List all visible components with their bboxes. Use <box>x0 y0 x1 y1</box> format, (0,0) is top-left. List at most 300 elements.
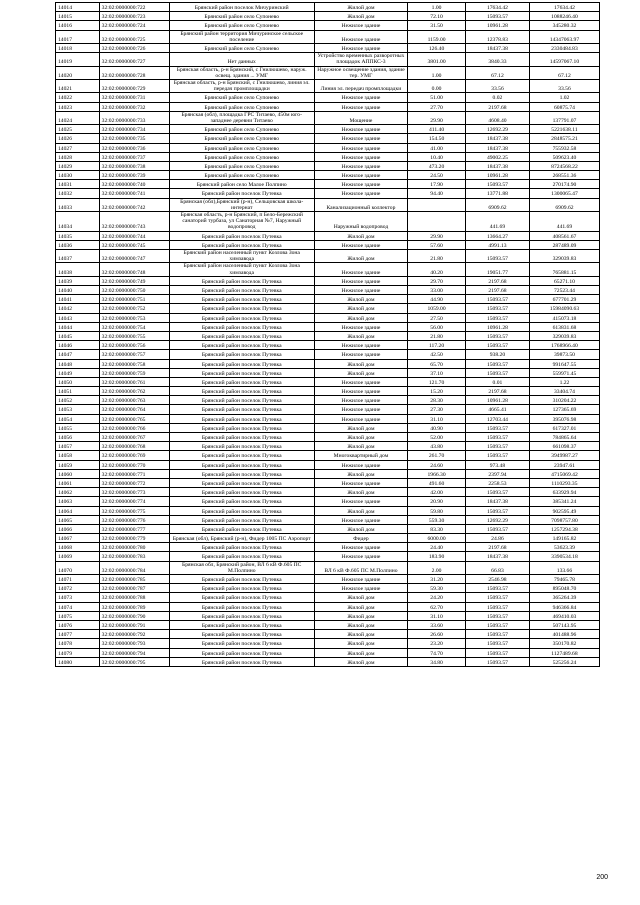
table-row <box>56 630 600 639</box>
cell-row-number: 14023 <box>56 102 100 111</box>
table-row <box>56 469 600 478</box>
cell-unit-value: 12692.29 <box>465 515 529 524</box>
cell-object-type: Жилой дом <box>314 602 407 611</box>
cell-row-number: 14029 <box>56 161 100 170</box>
table-row <box>56 396 600 405</box>
cell-cadastral-value: 661098.37 <box>529 442 599 451</box>
cell-object-type: Нежилое здание <box>314 263 407 276</box>
cell-cadastral-number: 32:02:0000000:754 <box>99 322 169 331</box>
cell-object-type: Жилой дом <box>314 368 407 377</box>
registry-table-body <box>56 3 600 667</box>
cell-address: Брянский район поселок Путевка <box>169 313 314 322</box>
cell-area: 27.30 <box>408 405 466 414</box>
cell-unit-value: 15093.57 <box>465 12 529 21</box>
cell-object-type: Нежилое здание <box>314 171 407 180</box>
cell-unit-value: 49002.25 <box>465 152 529 161</box>
cell-unit-value: 15093.57 <box>465 331 529 340</box>
table-row <box>56 451 600 460</box>
cell-unit-value: 6909.62 <box>465 198 529 211</box>
cell-cadastral-number: 32:02:0000000:740 <box>99 180 169 189</box>
cell-unit-value: 2258.53 <box>465 478 529 487</box>
table-row <box>56 102 600 111</box>
cell-row-number: 14041 <box>56 295 100 304</box>
cell-object-type: Нежилое здание <box>314 405 407 414</box>
table-row <box>56 478 600 487</box>
cell-area: 3801.00 <box>408 53 466 66</box>
cell-cadastral-value: 365264.39 <box>529 593 599 602</box>
cell-address: Брянская область, р-н Брянский, с Гнилюшево, линия эл. передач промплощадки <box>169 79 314 92</box>
cell-object-type: Жилой дом <box>314 621 407 630</box>
cell-object-type: Наружный водопровод <box>314 212 407 232</box>
cell-address: Брянский район поселок Путевка <box>169 657 314 666</box>
cell-area: 1.00 <box>408 3 466 12</box>
cell-row-number: 14032 <box>56 189 100 198</box>
cell-cadastral-number: 32:02:0000000:780 <box>99 543 169 552</box>
cell-object-type: Жилой дом <box>314 433 407 442</box>
cell-unit-value: 15093.57 <box>465 488 529 497</box>
cell-cadastral-number: 32:02:0000000:756 <box>99 341 169 350</box>
table-row <box>56 377 600 386</box>
cell-row-number: 14038 <box>56 263 100 276</box>
cell-object-type: Нежилое здание <box>314 125 407 134</box>
cell-object-type: Жилой дом <box>314 657 407 666</box>
cell-cadastral-number: 32:02:0000000:726 <box>99 43 169 52</box>
cell-cadastral-number: 32:02:0000000:793 <box>99 639 169 648</box>
cell-object-type: Нежилое здание <box>314 134 407 143</box>
cell-address: Брянский район поселок Путевка <box>169 552 314 561</box>
cell-area: 411.40 <box>408 125 466 134</box>
cell-object-type: Нежилое здание <box>314 350 407 359</box>
cell-area: 65.70 <box>408 359 466 368</box>
cell-cadastral-number: 32:02:0000000:751 <box>99 295 169 304</box>
cell-unit-value: 15093.57 <box>465 584 529 593</box>
table-row <box>56 515 600 524</box>
cell-area: 94.40 <box>408 189 466 198</box>
cell-area: 473.20 <box>408 161 466 170</box>
cell-row-number: 14079 <box>56 648 100 657</box>
cell-area: 126.40 <box>408 43 466 52</box>
cell-cadastral-number: 32:02:0000000:783 <box>99 552 169 561</box>
cell-area: 31.20 <box>408 575 466 584</box>
cell-address: Брянский район село Супонево <box>169 171 314 180</box>
cell-cadastral-value: 946366.84 <box>529 602 599 611</box>
cell-row-number: 14028 <box>56 152 100 161</box>
cell-address: Брянский район село Супонево <box>169 12 314 21</box>
cell-address: Брянский район село Супонево <box>169 102 314 111</box>
cell-cadastral-number: 32:02:0000000:753 <box>99 313 169 322</box>
table-row <box>56 43 600 52</box>
table-row <box>56 93 600 102</box>
cell-object-type: Жилой дом <box>314 469 407 478</box>
cell-object-type: ВЛ 6 кВ Ф.605 ПС М.Полпино <box>314 561 407 574</box>
cell-row-number: 14027 <box>56 143 100 152</box>
cell-address: Брянский район поселок Путевка <box>169 359 314 368</box>
cell-unit-value: 19051.77 <box>465 263 529 276</box>
cell-row-number: 14076 <box>56 621 100 630</box>
cell-object-type: Нежилое здание <box>314 276 407 285</box>
cell-unit-value: 15093.57 <box>465 359 529 368</box>
cell-cadastral-value: 53623.39 <box>529 543 599 552</box>
cell-cadastral-number: 32:02:0000000:767 <box>99 433 169 442</box>
cell-cadastral-value: 329039.83 <box>529 331 599 340</box>
cell-address: Брянский район поселок Путевка <box>169 648 314 657</box>
cell-row-number: 14031 <box>56 180 100 189</box>
table-row <box>56 286 600 295</box>
cell-cadastral-number: 32:02:0000000:791 <box>99 621 169 630</box>
cell-area: 2.00 <box>408 561 466 574</box>
cell-area: 27.70 <box>408 102 466 111</box>
cell-unit-value: 13664.27 <box>465 231 529 240</box>
cell-unit-value: 15093.57 <box>465 304 529 313</box>
table-row <box>56 657 600 666</box>
cell-object-type: Нежилое здание <box>314 43 407 52</box>
table-row <box>56 639 600 648</box>
table-row <box>56 405 600 414</box>
cell-unit-value: 15093.57 <box>465 602 529 611</box>
cell-object-type: Жилой дом <box>314 506 407 515</box>
cell-cadastral-number: 32:02:0000000:758 <box>99 359 169 368</box>
cell-row-number: 14016 <box>56 21 100 30</box>
cell-cadastral-number: 32:02:0000000:727 <box>99 53 169 66</box>
table-row <box>56 180 600 189</box>
cell-object-type: Жилой дом <box>314 524 407 533</box>
cell-cadastral-value: 902595.49 <box>529 506 599 515</box>
cell-cadastral-number: 32:02:0000000:779 <box>99 534 169 543</box>
cell-unit-value: 15093.57 <box>465 180 529 189</box>
cell-unit-value: 2197.68 <box>465 102 529 111</box>
cell-unit-value: 15093.57 <box>465 442 529 451</box>
table-row <box>56 134 600 143</box>
table-row <box>56 21 600 30</box>
cell-object-type: Нежилое здание <box>314 584 407 593</box>
cell-address: Брянский район поселок Путевка <box>169 506 314 515</box>
cell-object-type: Нежилое здание <box>314 161 407 170</box>
table-row <box>56 460 600 469</box>
cell-cadastral-value: 401488.96 <box>529 630 599 639</box>
cell-row-number: 14050 <box>56 377 100 386</box>
cell-area: 26.60 <box>408 630 466 639</box>
cell-area: 20.90 <box>408 497 466 506</box>
cell-cadastral-value: 5221638.11 <box>529 125 599 134</box>
cell-row-number: 14026 <box>56 134 100 143</box>
cell-cadastral-value: 33.56 <box>529 79 599 92</box>
cell-address: Брянский район поселок Путевка <box>169 442 314 451</box>
cell-cadastral-number: 32:02:0000000:770 <box>99 460 169 469</box>
cell-cadastral-value: 1300065.47 <box>529 189 599 198</box>
cell-cadastral-value: 133.66 <box>529 561 599 574</box>
cell-area: 1966.30 <box>408 469 466 478</box>
cell-unit-value: 3840.33 <box>465 53 529 66</box>
table-row <box>56 552 600 561</box>
cell-area: 24.20 <box>408 593 466 602</box>
cell-unit-value: 2546.98 <box>465 575 529 584</box>
cell-cadastral-value: 23947.61 <box>529 460 599 469</box>
cell-area: 59.30 <box>408 584 466 593</box>
cell-address: Брянский район поселок Путевка <box>169 478 314 487</box>
cell-row-number: 14024 <box>56 111 100 124</box>
cell-address: Брянский район поселок Мичуринский <box>169 3 314 12</box>
cell-row-number: 14051 <box>56 387 100 396</box>
cell-unit-value: 15093.57 <box>465 506 529 515</box>
cell-area: 34.80 <box>408 657 466 666</box>
cell-object-type: Нежилое здание <box>314 93 407 102</box>
table-row <box>56 368 600 377</box>
cell-address: Брянский район поселок Путевка <box>169 524 314 533</box>
cell-cadastral-number: 32:02:0000000:736 <box>99 143 169 152</box>
cell-cadastral-value: 7098757.80 <box>529 515 599 524</box>
cell-cadastral-value: 79465.78 <box>529 575 599 584</box>
cell-cadastral-number: 32:02:0000000:735 <box>99 134 169 143</box>
cell-area: 51.00 <box>408 93 466 102</box>
cell-cadastral-number: 32:02:0000000:724 <box>99 21 169 30</box>
table-row <box>56 341 600 350</box>
table-row <box>56 240 600 249</box>
cell-row-number: 14044 <box>56 322 100 331</box>
cell-area: 72.10 <box>408 12 466 21</box>
cell-address: Брянская обл, Брянский район, ВЛ 6 кВ Ф.605 ПС М.Полпино <box>169 561 314 574</box>
cell-cadastral-value: 633929.94 <box>529 488 599 497</box>
cell-area: 83.30 <box>408 524 466 533</box>
cell-row-number: 14053 <box>56 405 100 414</box>
cell-address: Брянский район поселок Путевка <box>169 377 314 386</box>
cell-row-number: 14064 <box>56 506 100 515</box>
cell-cadastral-number: 32:02:0000000:787 <box>99 584 169 593</box>
cell-unit-value: 18437.38 <box>465 143 529 152</box>
cell-object-type: Нежилое здание <box>314 497 407 506</box>
cell-cadastral-value: 469410.03 <box>529 611 599 620</box>
cell-cadastral-value: 310204.22 <box>529 396 599 405</box>
table-row <box>56 125 600 134</box>
cell-address: Брянский район поселок Путевка <box>169 543 314 552</box>
cell-unit-value: 0.02 <box>465 93 529 102</box>
cell-unit-value: 66.83 <box>465 561 529 574</box>
cell-area: 33.00 <box>408 286 466 295</box>
cell-object-type: Нежилое здание <box>314 387 407 396</box>
cell-unit-value: 4608.40 <box>465 111 529 124</box>
cell-object-type: Жилой дом <box>314 611 407 620</box>
cell-area: 491.60 <box>408 478 466 487</box>
cell-row-number: 14022 <box>56 93 100 102</box>
registry-table-container <box>55 2 600 667</box>
cell-unit-value: 15093.57 <box>465 250 529 263</box>
cell-address: Брянский район поселок Путевка <box>169 231 314 240</box>
cell-row-number: 14070 <box>56 561 100 574</box>
cell-cadastral-value: 3390534.18 <box>529 552 599 561</box>
cell-cadastral-value: 1257294.38 <box>529 524 599 533</box>
cell-address: Брянский район поселок Путевка <box>169 331 314 340</box>
cell-area: 42.00 <box>408 488 466 497</box>
cell-row-number: 14035 <box>56 231 100 240</box>
cell-area: 41.00 <box>408 143 466 152</box>
cell-unit-value: 15093.57 <box>465 657 529 666</box>
cell-object-type: Нежилое здание <box>314 552 407 561</box>
cell-address: Брянский район село Малое Полпино <box>169 180 314 189</box>
cell-row-number: 14065 <box>56 515 100 524</box>
cell-cadastral-number: 32:02:0000000:729 <box>99 79 169 92</box>
cell-cadastral-value: 67.12 <box>529 66 599 79</box>
cell-row-number: 14075 <box>56 611 100 620</box>
cell-address: Брянская область, р-н Брянский, п Бело-Бережский санаторий турбаза, ул Санаторная №7, Наружный водопровод <box>169 212 314 232</box>
cell-area: 0.00 <box>408 79 466 92</box>
cell-row-number: 14033 <box>56 198 100 211</box>
cell-area: 154.50 <box>408 134 466 143</box>
cell-row-number: 14068 <box>56 543 100 552</box>
cell-cadastral-number: 32:02:0000000:773 <box>99 488 169 497</box>
cell-unit-value: 10961.28 <box>465 171 529 180</box>
cell-unit-value: 12692.29 <box>465 125 529 134</box>
cell-object-type: Нежилое здание <box>314 515 407 524</box>
table-row <box>56 575 600 584</box>
cell-address: Брянский район поселок Путевка <box>169 350 314 359</box>
cell-unit-value: 15093.57 <box>465 451 529 460</box>
cell-area: 17.90 <box>408 180 466 189</box>
cell-unit-value: 15093.57 <box>465 295 529 304</box>
cell-address: Брянский район село Супонево <box>169 152 314 161</box>
cell-address: Брянский район территория Мичуринское сельское поселение <box>169 30 314 43</box>
table-row <box>56 584 600 593</box>
cell-cadastral-number: 32:02:0000000:790 <box>99 611 169 620</box>
cell-object-type: Жилой дом <box>314 423 407 432</box>
cell-cadastral-value: 72523.44 <box>529 286 599 295</box>
cell-row-number: 14058 <box>56 451 100 460</box>
cell-area: 42.50 <box>408 350 466 359</box>
cell-unit-value: 15093.57 <box>465 611 529 620</box>
cell-address: Брянская (обл),Брянский (р-н), Сельцовская школа-интернат <box>169 198 314 211</box>
cell-area: 23.20 <box>408 639 466 648</box>
table-row <box>56 593 600 602</box>
cell-row-number: 14045 <box>56 331 100 340</box>
cell-unit-value: 2197.68 <box>465 387 529 396</box>
cell-row-number: 14040 <box>56 286 100 295</box>
cell-area: 1159.00 <box>408 30 466 43</box>
cell-cadastral-number: 32:02:0000000:768 <box>99 442 169 451</box>
cell-object-type: Жилой дом <box>314 231 407 240</box>
table-row <box>56 12 600 21</box>
cell-cadastral-value: 4715069.42 <box>529 469 599 478</box>
cell-object-type: Жилой дом <box>314 250 407 263</box>
cell-address: Брянский район поселок Путевка <box>169 497 314 506</box>
cell-row-number: 14062 <box>56 488 100 497</box>
cell-area: 62.70 <box>408 602 466 611</box>
cell-address: Брянская область, р-н Брянский, с Гнилюшево, наруж. освещ. здания ... УМГ <box>169 66 314 79</box>
cell-unit-value: 973.48 <box>465 460 529 469</box>
cell-cadastral-number: 32:02:0000000:748 <box>99 263 169 276</box>
cell-cadastral-value: 268551.36 <box>529 171 599 180</box>
cell-unit-value: 2397.94 <box>465 469 529 478</box>
cell-address: Брянский район поселок Путевка <box>169 460 314 469</box>
cell-row-number: 14067 <box>56 534 100 543</box>
cell-unit-value: 4665.41 <box>465 405 529 414</box>
cell-object-type: Жилой дом <box>314 3 407 12</box>
cell-unit-value: 18437.38 <box>465 43 529 52</box>
cell-row-number: 14054 <box>56 414 100 423</box>
cell-row-number: 14061 <box>56 478 100 487</box>
cell-row-number: 14055 <box>56 423 100 432</box>
cell-address: Брянский район поселок Путевка <box>169 341 314 350</box>
cell-address: Брянский район поселок Путевка <box>169 304 314 313</box>
cell-address: Брянский район поселок Путевка <box>169 433 314 442</box>
cell-address: Брянский район поселок Путевка <box>169 414 314 423</box>
cell-address: Брянский район поселок Путевка <box>169 322 314 331</box>
cell-address: Брянский район поселок Путевка <box>169 295 314 304</box>
cell-area: 33.60 <box>408 621 466 630</box>
cell-address: Брянский район поселок Путевка <box>169 189 314 198</box>
cell-area: 27.50 <box>408 313 466 322</box>
cell-object-type: Канализационный коллектор <box>314 198 407 211</box>
cell-object-type: Наружное освещение здания, здание тер. УМГ <box>314 66 407 79</box>
cell-cadastral-value: 509623.40 <box>529 152 599 161</box>
cell-cadastral-value: 1127489.68 <box>529 648 599 657</box>
cell-area: 31.10 <box>408 414 466 423</box>
cell-row-number: 14036 <box>56 240 100 249</box>
cell-address: Брянский район населенный пункт Козлова Зона химзавода <box>169 250 314 263</box>
cell-object-type: Мощение <box>314 111 407 124</box>
cell-address: Брянский район село Супонево <box>169 161 314 170</box>
cell-cadastral-number: 32:02:0000000:734 <box>99 125 169 134</box>
cell-row-number: 14080 <box>56 657 100 666</box>
cell-cadastral-number: 32:02:0000000:752 <box>99 304 169 313</box>
cell-cadastral-number: 32:02:0000000:762 <box>99 387 169 396</box>
cell-object-type: Устройство временных разворотных площадок АППКС-3 <box>314 53 407 66</box>
cell-object-type: Жилой дом <box>314 488 407 497</box>
cell-cadastral-value: 65271.10 <box>529 276 599 285</box>
cell-area: 52.00 <box>408 433 466 442</box>
cell-address: Брянский район поселок Путевка <box>169 584 314 593</box>
cell-area: 29.90 <box>408 231 466 240</box>
cell-unit-value: 0.01 <box>465 377 529 386</box>
cell-cadastral-number: 32:02:0000000:776 <box>99 515 169 524</box>
cell-unit-value: 18437.38 <box>465 497 529 506</box>
cell-cadastral-value: 149165.82 <box>529 534 599 543</box>
cell-cadastral-number: 32:02:0000000:755 <box>99 331 169 340</box>
table-row <box>56 143 600 152</box>
table-row <box>56 295 600 304</box>
cell-cadastral-value: 1768966.40 <box>529 341 599 350</box>
cell-cadastral-value: 329039.83 <box>529 250 599 263</box>
cell-unit-value: 12703.44 <box>465 414 529 423</box>
cell-object-type: Нежилое здание <box>314 341 407 350</box>
cell-area: 10.40 <box>408 152 466 161</box>
cell-object-type: Жилой дом <box>314 593 407 602</box>
cell-row-number: 14047 <box>56 350 100 359</box>
cell-cadastral-value: 137791.07 <box>529 111 599 124</box>
cell-object-type: Нежилое здание <box>314 460 407 469</box>
cell-area <box>408 212 466 232</box>
cell-cadastral-number: 32:02:0000000:725 <box>99 30 169 43</box>
cell-object-type: Жилой дом <box>314 639 407 648</box>
table-row <box>56 648 600 657</box>
cell-row-number: 14060 <box>56 469 100 478</box>
cell-row-number: 14018 <box>56 43 100 52</box>
cell-cadastral-value: 2330484.83 <box>529 43 599 52</box>
cell-area: 44.90 <box>408 295 466 304</box>
cell-address: Брянский район поселок Путевка <box>169 276 314 285</box>
cell-address: Брянский район поселок Путевка <box>169 286 314 295</box>
table-row <box>56 414 600 423</box>
cell-object-type: Нежилое здание <box>314 30 407 43</box>
cell-object-type: Нежилое здание <box>314 322 407 331</box>
cell-unit-value: 15093.57 <box>465 423 529 432</box>
cell-row-number: 14048 <box>56 359 100 368</box>
cell-row-number: 14039 <box>56 276 100 285</box>
cell-address: Брянский район поселок Путевка <box>169 630 314 639</box>
cell-cadastral-number: 32:02:0000000:792 <box>99 630 169 639</box>
cell-cadastral-number: 32:02:0000000:788 <box>99 593 169 602</box>
cell-object-type: Жилой дом <box>314 359 407 368</box>
cell-area: 40.90 <box>408 423 466 432</box>
cell-area: 31.10 <box>408 611 466 620</box>
cell-address: Брянский район поселок Путевка <box>169 368 314 377</box>
